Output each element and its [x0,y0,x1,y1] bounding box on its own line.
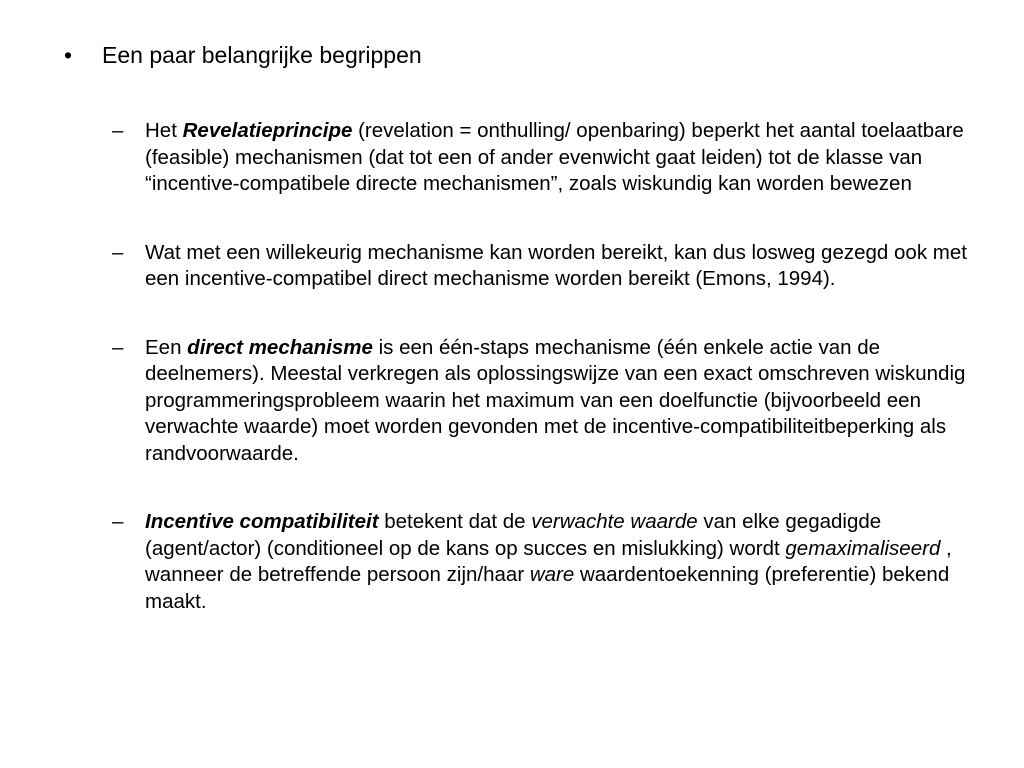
sub-bullet-text [145,118,992,198]
sub-bullet-text [145,509,992,615]
text-segment: , wanneer de betreffende persoon zijn/haar [145,536,952,586]
top-level-bullet [60,38,422,72]
dash-marker: – [112,119,124,142]
dash-marker: – [112,240,124,264]
text-segment: Een [145,335,188,359]
text-segment: (revelation = onthulling/ openbaring) beperkt het aantal toelaatbare (feasible) mechanismen (dat tot een of ander evenwicht gaat leiden) tot de klasse van “incentive-compatibele directe mechanismen”, zoals wiskundig kan worden bewezen [145,119,964,195]
bullet-marker: • [64,42,73,68]
heading-text: Een paar belangrijke begrippen [102,42,422,68]
sub-bullet-list [112,118,992,657]
emphasis-gemaximaliseerd: gemaximaliseerd [785,536,941,560]
term-revelatieprincipe: Revelatieprincipe [182,119,353,142]
sub-bullet-item [112,240,992,293]
text-segment: betekent dat de [378,510,532,533]
text-segment: van elke gegadigde (agent/actor) (conditioneel op de kans op succes en mislukking) wordt [145,510,882,560]
emphasis-verwachte-waarde: verwachte waarde [531,510,698,533]
emphasis-ware: ware [529,563,575,586]
sub-bullet-item [112,118,992,198]
sub-bullet-item [112,509,992,615]
sub-bullet-text [145,335,992,468]
text-segment: is een één-staps mechanisme (één enkele actie van de deelnemers). Meestal verkregen als oplossingswijze van een exact omschreven wiskundig programmeringsprobleem waarin het maximum van een doelfunctie (bijvoorbeeld een verwachte waarde) moet worden gevonden met de incentive-compatibiliteitbeperking als randvoorwaarde. [145,335,966,465]
text-segment: Wat met een willekeurig mechanisme kan worden bereikt, kan dus losweg gezegd ook met een incentive-compatibel direct mechanisme worden bereikt (Emons, 1994). [145,240,967,290]
text-segment: waardentoekenning (preferentie) bekend maakt. [145,563,950,613]
term-incentive-compatibiliteit: Incentive compatibiliteit [145,510,379,533]
dash-marker: – [112,510,124,533]
dash-marker: – [112,335,124,359]
sub-bullet-text [145,240,992,293]
sub-bullet-item [112,335,992,468]
term-direct-mechanisme: direct mechanisme [187,335,373,359]
text-segment: Het [145,119,183,142]
